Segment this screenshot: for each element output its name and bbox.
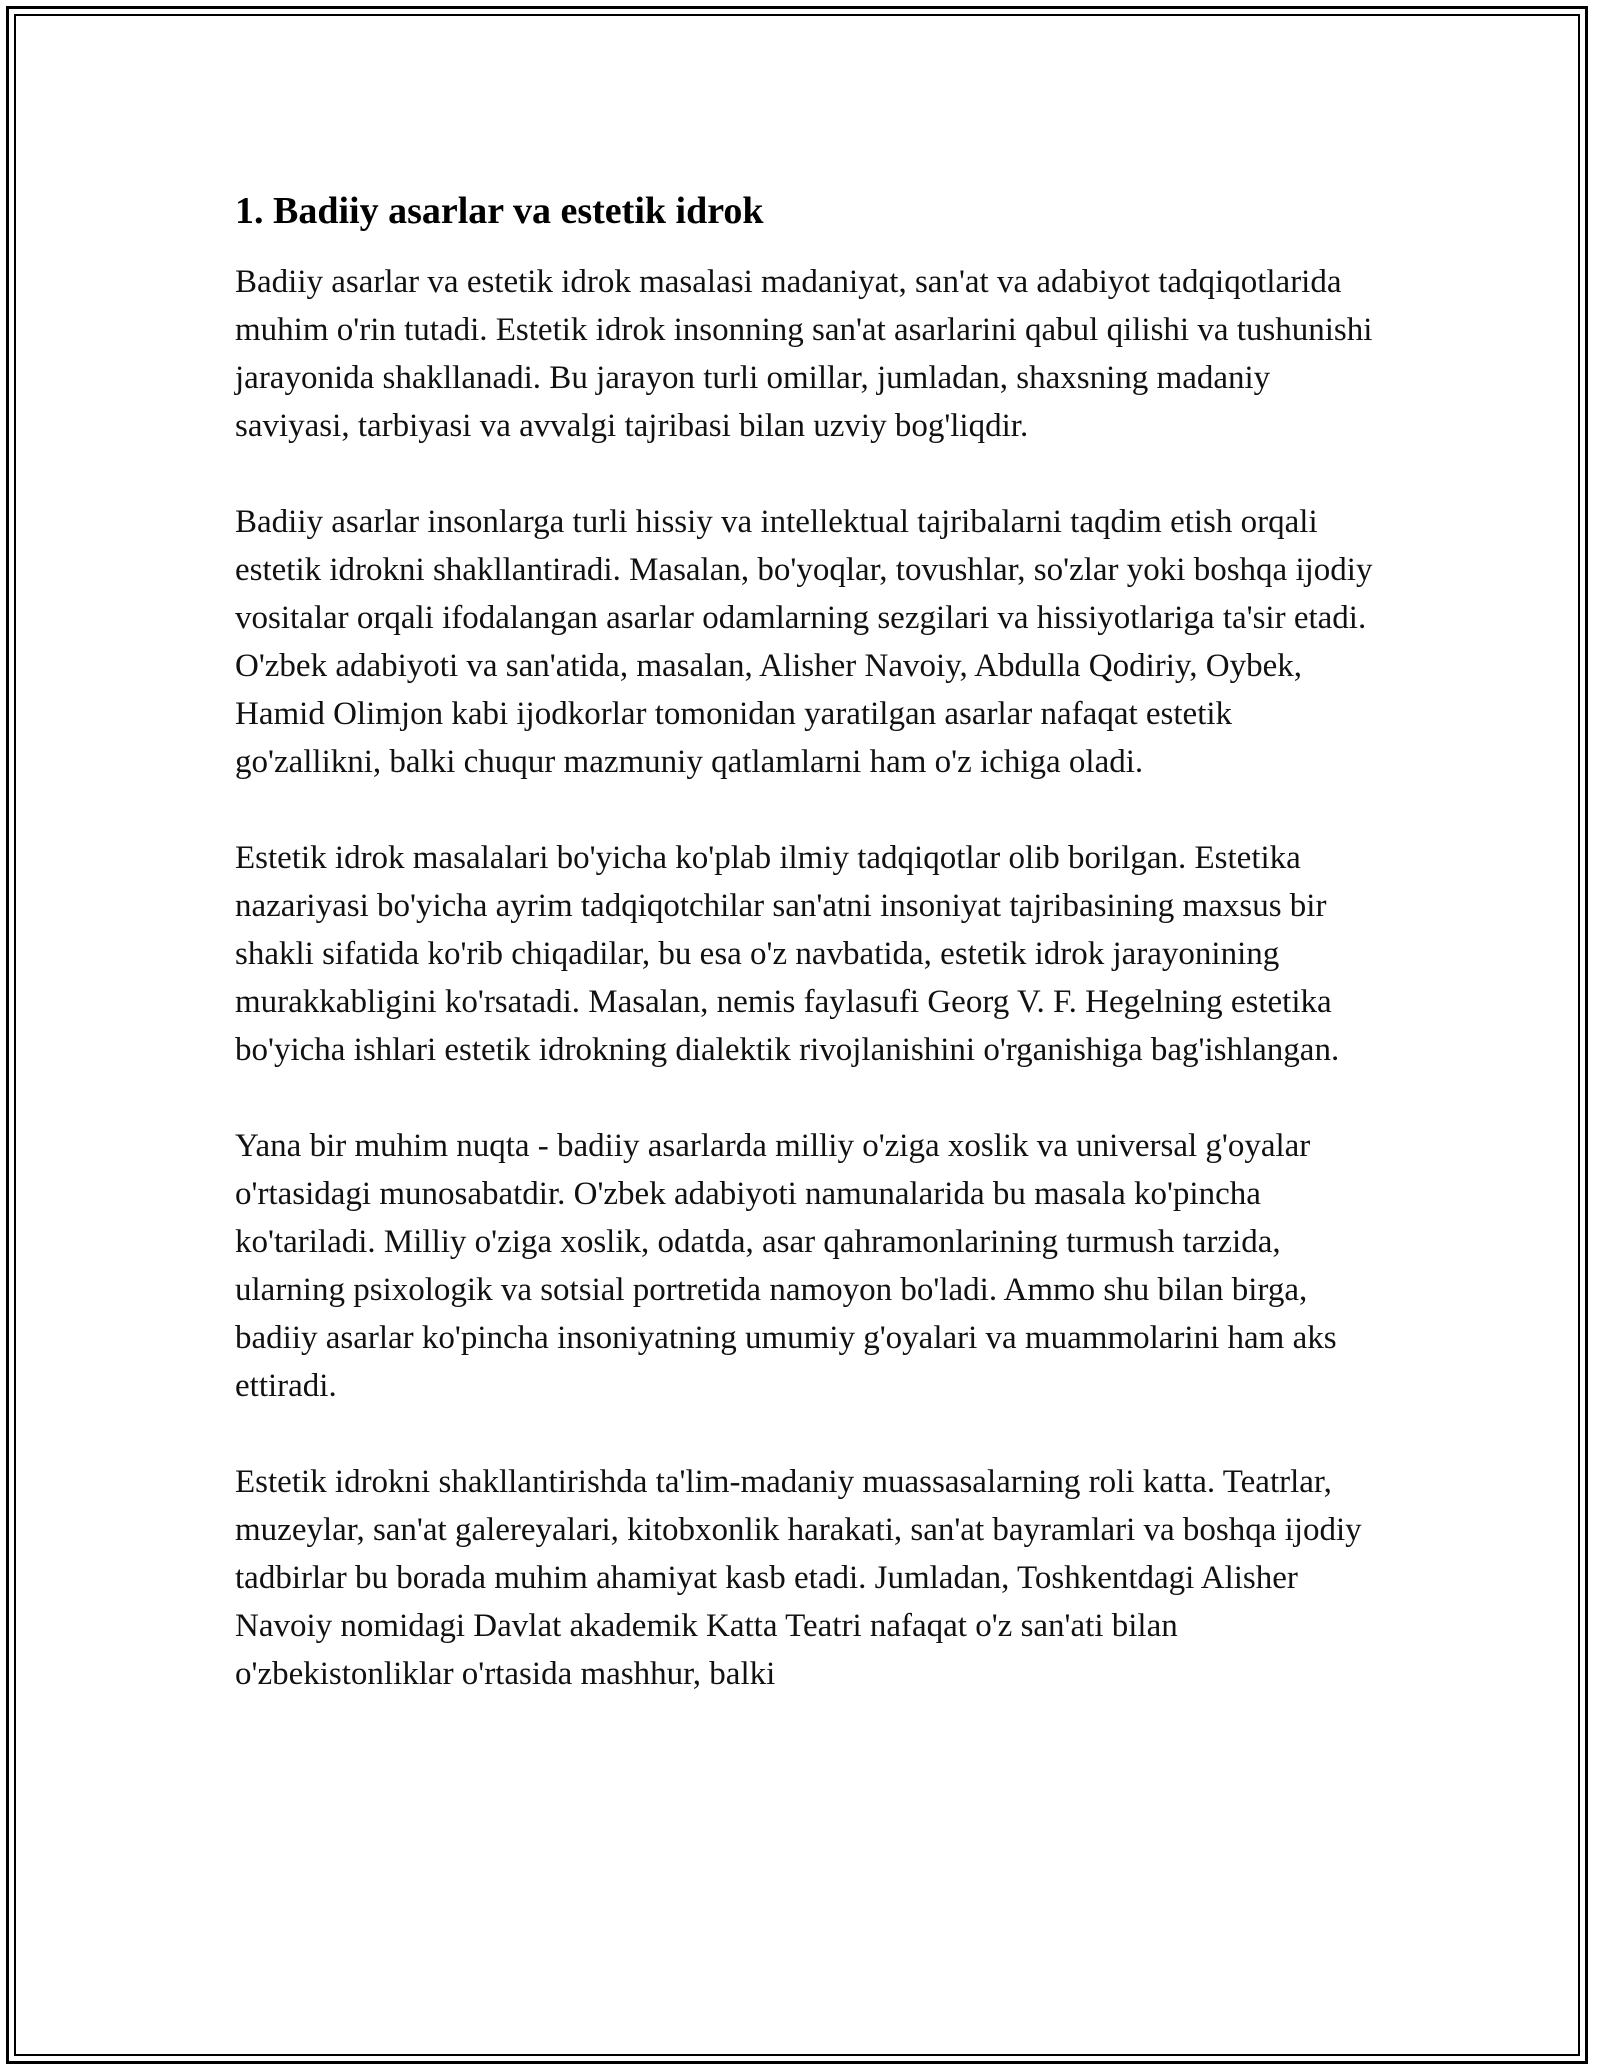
paragraph-2: Badiiy asarlar insonlarga turli hissiy va intellektual tajribalarni taqdim etish orqali estetik idrokni shakllantiradi. Masalan, bo'yoqlar, tovushlar, so'zlar yoki boshqa ijodiy vositalar orqali ifodalangan asarlar odamlarning sezgilari va hissiyotlariga ta'sir etadi. O'zbek adabiyoti va san'atida, masalan, Alisher Navoiy, Abdulla Qodiriy, Oybek, Hamid Olimjon kabi ijodkorlar tomonidan yaratilgan asarlar nafaqat estetik go'zallikni, balki chuqur mazmuniy qatlamlarni ham o'z ichiga oladi. (235, 504, 1373, 780)
paragraph-1: Badiiy asarlar va estetik idrok masalasi madaniyat, san'at va adabiyot tadqiqotlarida muhim o'rin tutadi. Estetik idrok insonning san'at asarlarini qabul qilishi va tushunishi jarayonida shakllanadi. Bu jarayon turli omillar, jumladan, shaxsning madaniy saviyasi, tarbiyasi va avvalgi tajribasi bilan uzviy bog'liqdir. (235, 264, 1373, 444)
document-body (235, 188, 1385, 1698)
paragraph-4: Yana bir muhim nuqta - badiiy asarlarda milliy o'ziga xoslik va universal g'oyalar o'rtasidagi munosabatdir. O'zbek adabiyoti namunalarida bu masala ko'pincha ko'tariladi. Milliy o'ziga xoslik, odatda, asar qahramonlarining turmush tarzida, ularning psixologik va sotsial portretida namoyon bo'ladi. Ammo shu bilan birga, badiiy asarlar ko'pincha insoniyatning umumiy g'oyalari va muammolarini ham aks ettiradi. (235, 1128, 1337, 1404)
paragraph-3: Estetik idrok masalalari bo'yicha ko'plab ilmiy tadqiqotlar olib borilgan. Estetika nazariyasi bo'yicha ayrim tadqiqotchilar san'atni insoniyat tajribasining maxsus bir shakli sifatida ko'rib chiqadilar, bu esa o'z navbatida, estetik idrok jarayonining murakkabligini ko'rsatadi. Masalan, nemis faylasufi Georg V. F. Hegelning estetika bo'yicha ishlari estetik idrokning dialektik rivojlanishini o'rganishiga bag'ishlangan. (235, 840, 1340, 1068)
paragraph-5: Estetik idrokni shakllantirishda ta'lim-madaniy muassasalarning roli katta. Teatrlar, muzeylar, san'at galereyalari, kitobxonlik harakati, san'at bayramlari va boshqa ijodiy tadbirlar bu borada muhim ahamiyat kasb etadi. Jumladan, Toshkentdagi Alisher Navoiy nomidagi Davlat akademik Katta Teatri nafaqat o'z san'ati bilan o'zbekistonliklar o'rtasida mashhur, balki (235, 1464, 1362, 1692)
section-heading: 1. Badiiy asarlar va estetik idrok (235, 190, 764, 232)
